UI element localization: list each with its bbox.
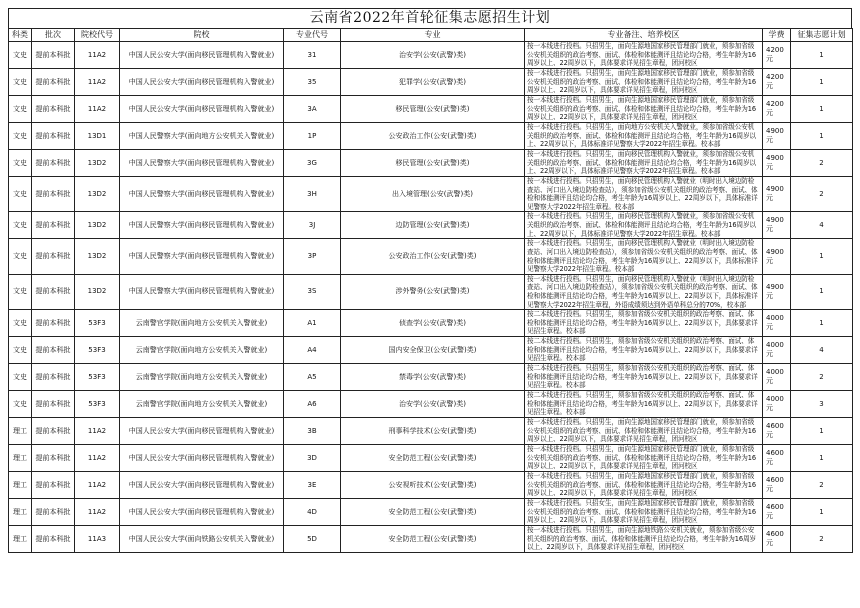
cell-fee: 4900元: [763, 274, 791, 309]
cell-plan: 1: [791, 445, 853, 472]
plan-table: [8, 28, 853, 553]
cell-batch: 提前本科批: [32, 418, 75, 445]
cell-major-code: 3P: [284, 239, 341, 274]
cell-plan: 4: [791, 337, 853, 364]
cell-fee: 4600元: [763, 418, 791, 445]
col-header: 批次: [32, 29, 75, 42]
cell-major: 刑事科学技术(公安(武警)类): [341, 418, 525, 445]
cell-school-code: 53F3: [75, 310, 120, 337]
cell-school-code: 53F3: [75, 337, 120, 364]
cell-note: 按一本线进行投档。只招男生，面向移民管理机构入警就业（明时出入境边防检查站、河口出入境边防检查站），须参加省级公安机关组织的政治考察、面试、体检和体能测评且结论均合格，考生年龄为16周岁以上、22周岁以下，具体标准详见警察大学2022年招生章程。校本部: [525, 239, 763, 274]
cell-category: 理工: [9, 445, 32, 472]
cell-major-code: 1P: [284, 123, 341, 150]
cell-fee: 4900元: [763, 212, 791, 239]
cell-school-code: 11A2: [75, 499, 120, 526]
table-row: [9, 337, 853, 364]
cell-school: 中国人民公安大学(面向移民管理机构入警就业): [120, 69, 284, 96]
cell-school: 中国人民公安大学(面向移民管理机构入警就业): [120, 42, 284, 69]
cell-note: 按一本线进行投档。只招男生，面向地方公安机关入警就业，须参加省级公安机关组织的政治考察、面试、体检和体能测评且结论均合格，考生年龄为16周岁以上、22周岁以下，具体标准详见警察大学2022年招生章程。校本部: [525, 123, 763, 150]
cell-note: 按一本线进行投档。只招男生，面向生源地国家移民管理部门就业，须参加省级公安机关组织的政治考察、面试、体检和体能测评且结论均合格，考生年龄为16周岁以上、22周岁以下，具体要求详见招生章程，团河校区: [525, 42, 763, 69]
cell-major-code: 3E: [284, 472, 341, 499]
cell-note: 按一本线进行投档。只招男生，面向生源地国家移民管理部门就业，须参加省级公安机关组织的政治考察、面试、体检和体能测评且结论均合格，考生年龄为16周岁以上、22周岁以下，具体要求详见招生章程，团河校区: [525, 69, 763, 96]
cell-batch: 提前本科批: [32, 364, 75, 391]
cell-category: 文史: [9, 69, 32, 96]
cell-major-code: A5: [284, 364, 341, 391]
cell-major-code: 3J: [284, 212, 341, 239]
header-row: [9, 29, 853, 42]
cell-school: 中国人民警察大学(面向移民管理机构入警就业): [120, 150, 284, 177]
cell-fee: 4200元: [763, 42, 791, 69]
cell-category: 理工: [9, 499, 32, 526]
cell-school: 中国人民警察大学(面向移民管理机构入警就业): [120, 177, 284, 212]
cell-major-code: 4D: [284, 499, 341, 526]
cell-major-code: 3G: [284, 150, 341, 177]
cell-major-code: 3S: [284, 274, 341, 309]
cell-school-code: 13D2: [75, 274, 120, 309]
col-header: 专业备注、培养校区: [525, 29, 763, 42]
cell-school: 中国人民公安大学(面向铁路公安机关入警就业): [120, 526, 284, 553]
cell-major: 涉外警务(公安(武警)类): [341, 274, 525, 309]
cell-school-code: 11A2: [75, 42, 120, 69]
cell-major-code: A4: [284, 337, 341, 364]
cell-major: 治安学(公安(武警)类): [341, 391, 525, 418]
cell-batch: 提前本科批: [32, 239, 75, 274]
cell-fee: 4600元: [763, 526, 791, 553]
table-row: [9, 310, 853, 337]
cell-school: 云南警官学院(面向地方公安机关入警就业): [120, 310, 284, 337]
cell-major-code: A6: [284, 391, 341, 418]
cell-fee: 4900元: [763, 177, 791, 212]
cell-fee: 4000元: [763, 364, 791, 391]
cell-major: 出入境管理(公安(武警)类): [341, 177, 525, 212]
cell-school-code: 11A2: [75, 418, 120, 445]
cell-category: 文史: [9, 391, 32, 418]
cell-category: 理工: [9, 526, 32, 553]
cell-school: 中国人民警察大学(面向移民管理机构入警就业): [120, 212, 284, 239]
col-header: 科类: [9, 29, 32, 42]
cell-fee: 4900元: [763, 123, 791, 150]
cell-category: 文史: [9, 364, 32, 391]
cell-batch: 提前本科批: [32, 499, 75, 526]
cell-school-code: 11A2: [75, 69, 120, 96]
cell-note: 按一本线进行投档。只招男生，面向生源地国家移民管理部门就业，须参加省级公安机关组织的政治考察、面试、体检和体能测评且结论均合格，考生年龄为16周岁以上、22周岁以下，具体要求详见招生章程，团河校区: [525, 418, 763, 445]
cell-fee: 4200元: [763, 96, 791, 123]
cell-batch: 提前本科批: [32, 123, 75, 150]
cell-plan: 4: [791, 212, 853, 239]
cell-fee: 4900元: [763, 239, 791, 274]
cell-batch: 提前本科批: [32, 177, 75, 212]
cell-major: 边防管理(公安(武警)类): [341, 212, 525, 239]
cell-category: 文史: [9, 274, 32, 309]
cell-plan: 1: [791, 42, 853, 69]
cell-fee: 4600元: [763, 499, 791, 526]
col-header: 专业: [341, 29, 525, 42]
cell-plan: 2: [791, 526, 853, 553]
cell-note: 按一本线进行投档。只招男生，面向生源地国家移民管理部门就业，须参加省级公安机关组织的政治考察、面试、体检和体能测评且结论均合格，考生年龄为16周岁以上、22周岁以下，具体要求详见招生章程，团河校区: [525, 445, 763, 472]
cell-fee: 4000元: [763, 391, 791, 418]
cell-plan: 2: [791, 472, 853, 499]
cell-note: 按一本线进行投档。只招男生，面向生源地国家移民管理部门就业，须参加省级公安机关组织的政治考察、面试、体检和体能测评且结论均合格，考生年龄为16周岁以上、22周岁以下，具体要求详见招生章程，团河校区: [525, 472, 763, 499]
cell-major: 移民管理(公安(武警)类): [341, 96, 525, 123]
cell-major-code: 5D: [284, 526, 341, 553]
cell-school-code: 53F3: [75, 364, 120, 391]
cell-note: 按一本线进行投档。只招男生，面向移民管理机构入警就业，须参加省级公安机关组织的政治考察、面试、体检和体能测评且结论均合格，考生年龄为16周岁以上、22周岁以下，具体标准详见警察大学2022年招生章程。校本部: [525, 212, 763, 239]
cell-major-code: 35: [284, 69, 341, 96]
cell-school-code: 11A2: [75, 96, 120, 123]
cell-school: 中国人民公安大学(面向移民管理机构入警就业): [120, 445, 284, 472]
cell-batch: 提前本科批: [32, 337, 75, 364]
cell-major: 公安视听技术(公安(武警)类): [341, 472, 525, 499]
table-row: [9, 472, 853, 499]
cell-fee: 4200元: [763, 69, 791, 96]
cell-school: 中国人民警察大学(面向移民管理机构入警就业): [120, 239, 284, 274]
cell-major: 公安政治工作(公安(武警)类): [341, 123, 525, 150]
table-row: [9, 418, 853, 445]
cell-category: 文史: [9, 150, 32, 177]
cell-batch: 提前本科批: [32, 391, 75, 418]
table-row: [9, 239, 853, 274]
cell-batch: 提前本科批: [32, 96, 75, 123]
cell-school: 中国人民公安大学(面向移民管理机构入警就业): [120, 472, 284, 499]
cell-plan: 1: [791, 310, 853, 337]
cell-category: 文史: [9, 42, 32, 69]
cell-major: 安全防范工程(公安(武警)类): [341, 526, 525, 553]
cell-major-code: A1: [284, 310, 341, 337]
cell-major: 犯罪学(公安(武警)类): [341, 69, 525, 96]
cell-school-code: 53F3: [75, 391, 120, 418]
cell-school: 云南警官学院(面向地方公安机关入警就业): [120, 391, 284, 418]
cell-school: 中国人民公安大学(面向移民管理机构入警就业): [120, 499, 284, 526]
cell-plan: 1: [791, 123, 853, 150]
cell-plan: 3: [791, 391, 853, 418]
cell-school-code: 13D2: [75, 212, 120, 239]
cell-major: 侦查学(公安(武警)类): [341, 310, 525, 337]
cell-major: 治安学(公安(武警)类): [341, 42, 525, 69]
cell-category: 理工: [9, 472, 32, 499]
table-body: [9, 42, 853, 553]
cell-plan: 1: [791, 239, 853, 274]
cell-category: 文史: [9, 177, 32, 212]
table-row: [9, 123, 853, 150]
cell-school-code: 11A2: [75, 472, 120, 499]
cell-major-code: 3B: [284, 418, 341, 445]
cell-category: 文史: [9, 96, 32, 123]
cell-note: 按二本线进行投档。只招男生，须参加省级公安机关组织的政治考察、面试、体检和体能测评且结论均合格，考生年龄为16周岁以上、22周岁以下，具体要求详见招生章程。校本部: [525, 364, 763, 391]
table-row: [9, 364, 853, 391]
col-header: 学费: [763, 29, 791, 42]
cell-school: 中国人民公安大学(面向移民管理机构入警就业): [120, 96, 284, 123]
cell-category: 文史: [9, 123, 32, 150]
cell-batch: 提前本科批: [32, 274, 75, 309]
cell-plan: 2: [791, 150, 853, 177]
page-title: 云南省2022年首轮征集志愿招生计划: [8, 8, 852, 28]
table-row: [9, 177, 853, 212]
plan-sheet: [8, 8, 852, 553]
cell-major-code: 3D: [284, 445, 341, 472]
cell-batch: 提前本科批: [32, 42, 75, 69]
cell-major: 国内安全保卫(公安(武警)类): [341, 337, 525, 364]
cell-school: 云南警官学院(面向地方公安机关入警就业): [120, 364, 284, 391]
cell-note: 按二本线进行投档。只招男生，须参加省级公安机关组织的政治考察、面试、体检和体能测评且结论均合格，考生年龄为16周岁以上、22周岁以下，具体要求详见招生章程。校本部: [525, 337, 763, 364]
cell-school-code: 13D2: [75, 177, 120, 212]
cell-plan: 2: [791, 364, 853, 391]
cell-plan: 1: [791, 499, 853, 526]
cell-school-code: 11A3: [75, 526, 120, 553]
table-row: [9, 69, 853, 96]
col-header: 征集志愿计划: [791, 29, 853, 42]
cell-batch: 提前本科批: [32, 526, 75, 553]
cell-fee: 4900元: [763, 150, 791, 177]
cell-batch: 提前本科批: [32, 445, 75, 472]
cell-plan: 2: [791, 177, 853, 212]
cell-note: 按一本线进行投档。只招男生，面向移民管理机构入警就业（明时出入境边防检查站、河口出入境边防检查站），须参加省级公安机关组织的政治考察、面试、体检和体能测评且结论均合格，考生年龄为16周岁以上、22周岁以下，具体标准详见警察大学2022年招生章程，外语成绩须达到外语单科总分的70%，校本部: [525, 274, 763, 309]
cell-note: 按二本线进行投档。只招男生，须参加省级公安机关组织的政治考察、面试、体检和体能测评且结论均合格，考生年龄为16周岁以上、22周岁以下，具体要求详见招生章程。校本部: [525, 391, 763, 418]
cell-category: 文史: [9, 310, 32, 337]
cell-major: 安全防范工程(公安(武警)类): [341, 499, 525, 526]
cell-plan: 1: [791, 96, 853, 123]
cell-fee: 4000元: [763, 337, 791, 364]
cell-major-code: 3A: [284, 96, 341, 123]
cell-category: 文史: [9, 239, 32, 274]
table-row: [9, 42, 853, 69]
cell-batch: 提前本科批: [32, 212, 75, 239]
cell-note: 按一本线进行投档。只招男生，面向生源地铁路公安机关就业，须参加省级公安机关组织的政治考察、面试、体检和体能测评且结论均合格，考生年龄为16周岁以上、22周岁以下，具体要求详见招生章程，团河校区: [525, 526, 763, 553]
cell-plan: 1: [791, 69, 853, 96]
table-row: [9, 445, 853, 472]
cell-category: 文史: [9, 212, 32, 239]
cell-plan: 1: [791, 274, 853, 309]
cell-school-code: 13D2: [75, 150, 120, 177]
cell-category: 文史: [9, 337, 32, 364]
cell-fee: 4600元: [763, 472, 791, 499]
cell-batch: 提前本科批: [32, 69, 75, 96]
cell-major: 公安政治工作(公安(武警)类): [341, 239, 525, 274]
cell-batch: 提前本科批: [32, 472, 75, 499]
cell-note: 按一本线进行投档。只招男生，面向生源地国家移民管理部门就业，须参加省级公安机关组织的政治考察、面试、体检和体能测评且结论均合格，考生年龄为16周岁以上、22周岁以下，具体要求详见招生章程，团河校区: [525, 96, 763, 123]
cell-category: 理工: [9, 418, 32, 445]
cell-major-code: 31: [284, 42, 341, 69]
cell-school-code: 13D1: [75, 123, 120, 150]
col-header: 院校: [120, 29, 284, 42]
cell-note: 按一本线进行投档。只招男生，面向移民管理机构入警就业，须参加省级公安机关组织的政治考察、面试、体检和体能测评且结论均合格，考生年龄为16周岁以上、22周岁以下，具体标准详见警察大学2022年招生章程。校本部: [525, 150, 763, 177]
cell-batch: 提前本科批: [32, 310, 75, 337]
cell-school-code: 11A2: [75, 445, 120, 472]
cell-school-code: 13D2: [75, 239, 120, 274]
col-header: 专业代号: [284, 29, 341, 42]
col-header: 院校代号: [75, 29, 120, 42]
cell-fee: 4000元: [763, 310, 791, 337]
cell-major: 禁毒学(公安(武警)类): [341, 364, 525, 391]
cell-major-code: 3H: [284, 177, 341, 212]
cell-fee: 4600元: [763, 445, 791, 472]
cell-school: 中国人民警察大学(面向移民管理机构入警就业): [120, 274, 284, 309]
cell-note: 按一本线进行投档。只招女生，面向生源地国家移民管理部门就业，须参加省级公安机关组织的政治考察、面试、体检和体能测评且结论均合格，考生年龄为16周岁以上、22周岁以下，具体要求详见招生章程，团河校区: [525, 499, 763, 526]
cell-school: 中国人民警察大学(面向地方公安机关入警就业): [120, 123, 284, 150]
cell-note: 按二本线进行投档。只招男生，须参加省级公安机关组织的政治考察、面试、体检和体能测评且结论均合格，考生年龄为16周岁以上、22周岁以下，具体要求详见招生章程。校本部: [525, 310, 763, 337]
cell-school: 中国人民公安大学(面向移民管理机构入警就业): [120, 418, 284, 445]
table-row: [9, 96, 853, 123]
cell-note: 按一本线进行投档。只招男生，面向移民管理机构入警就业（明时出入境边防检查站、河口出入境边防检查站），须参加省级公安机关组织的政治考察、面试、体检和体能测评且结论均合格，考生年龄为16周岁以上、22周岁以下，具体标准详见警察大学2022年招生章程。校本部: [525, 177, 763, 212]
table-row: [9, 274, 853, 309]
table-row: [9, 212, 853, 239]
table-row: [9, 391, 853, 418]
cell-plan: 1: [791, 418, 853, 445]
cell-school: 云南警官学院(面向地方公安机关入警就业): [120, 337, 284, 364]
cell-major: 移民管理(公安(武警)类): [341, 150, 525, 177]
table-row: [9, 526, 853, 553]
table-row: [9, 499, 853, 526]
cell-major: 安全防范工程(公安(武警)类): [341, 445, 525, 472]
cell-batch: 提前本科批: [32, 150, 75, 177]
table-row: [9, 150, 853, 177]
